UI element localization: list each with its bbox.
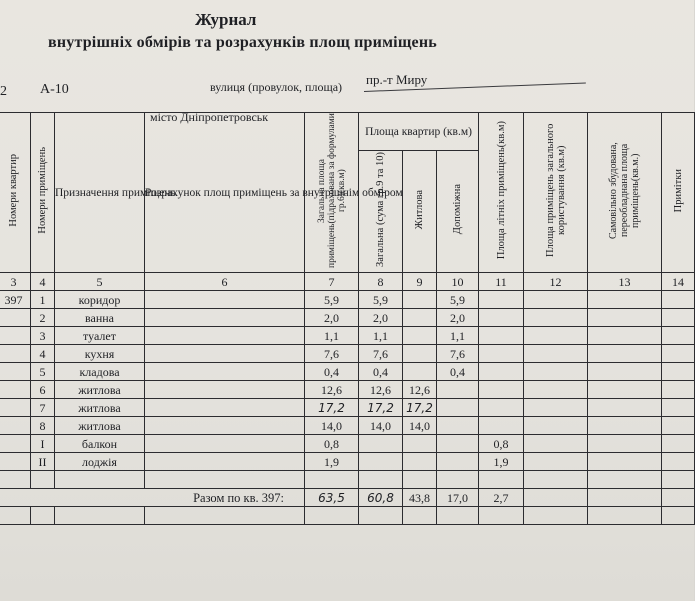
blank-row [0,507,695,525]
table-row [0,327,695,345]
room-total-area: 14,0 [305,417,359,435]
apt-number [0,381,31,399]
room-living-area: 14,0 [403,417,437,435]
col-num: 6 [145,273,305,291]
room-apt-total: 0,4 [359,363,403,381]
notes-cell [662,363,695,381]
room-apt-total: 12,6 [359,381,403,399]
col-num: 5 [55,273,145,291]
col-num: 12 [524,273,588,291]
apt-number [0,453,31,471]
col-num: 14 [662,273,695,291]
col-num: 10 [437,273,479,291]
header-room-numbers: Номери приміщень [31,113,55,273]
journal-subtitle: внутрішніх обмірів та розрахунків площ приміщень [48,34,437,51]
common-cell [524,453,588,471]
room-number: 2 [31,309,55,327]
room-apt-total: 7,6 [359,345,403,363]
common-cell [524,399,588,417]
room-living-area: 17,2 [403,399,437,417]
common-cell [524,345,588,363]
room-summer-area [479,399,524,417]
room-apt-total: 1,1 [359,327,403,345]
apt-number [0,309,31,327]
header-summer: Площа літніх приміщень(кв.м) [479,113,524,273]
street-label: вулиця (провулок, площа) [210,80,343,94]
apt-number [0,345,31,363]
room-total-area: 1,1 [305,327,359,345]
room-purpose: житлова [55,417,145,435]
notes-cell [662,417,695,435]
table-row [0,417,695,435]
table-row [0,291,695,309]
room-living-area: 12,6 [403,381,437,399]
notes-cell [662,399,695,417]
self-built-cell [588,417,662,435]
room-number: 8 [31,417,55,435]
calculation-cell [145,417,305,435]
total-row [0,489,695,507]
calculation-cell [145,345,305,363]
header-calculation: Розрахунок площ приміщень за внутрішнім обміром [145,113,305,273]
room-purpose: ванна [55,309,145,327]
room-summer-area [479,363,524,381]
calculation-cell [145,363,305,381]
notes-cell [662,291,695,309]
total-area-sum: 63,5 [305,489,359,507]
calculation-cell [145,327,305,345]
room-aux-area: 2,0 [437,309,479,327]
header-purpose: Призначення приміщень [55,113,145,273]
room-living-area [403,345,437,363]
room-summer-area [479,381,524,399]
header-self-built: Самовільно збудована, переобладнана площа приміщень(кв.м.) [588,113,662,273]
apt-number [0,327,31,345]
room-living-area [403,363,437,381]
table-row [0,309,695,327]
street-value: пр.-т Миру [366,72,428,87]
common-cell [524,435,588,453]
room-total-area: 17,2 [305,399,359,417]
room-total-area: 7,6 [305,345,359,363]
page-number: 2 [0,84,7,99]
common-cell [524,363,588,381]
room-aux-area: 5,9 [437,291,479,309]
notes-cell [662,435,695,453]
col-num: 9 [403,273,437,291]
room-aux-area: 1,1 [437,327,479,345]
room-purpose: житлова [55,399,145,417]
room-aux-area [437,399,479,417]
room-summer-area [479,291,524,309]
common-cell [524,327,588,345]
room-living-area [403,327,437,345]
city-label: місто Дніпропетровськ [150,110,269,124]
col-num: 13 [588,273,662,291]
room-purpose: туалет [55,327,145,345]
column-number-row [0,273,695,291]
room-apt-total: 17,2 [359,399,403,417]
table-row [0,435,695,453]
common-cell [524,381,588,399]
room-number: I [31,435,55,453]
common-cell [524,417,588,435]
header-notes: Примітки [662,113,695,273]
room-total-area: 1,9 [305,453,359,471]
apt-number: 397 [0,291,31,309]
self-built-cell [588,399,662,417]
col-num: 4 [31,273,55,291]
room-summer-area [479,417,524,435]
notes-cell [662,309,695,327]
apt-number [0,435,31,453]
room-apt-total [359,453,403,471]
room-aux-area: 7,6 [437,345,479,363]
room-aux-area: 0,4 [437,363,479,381]
table-row [0,399,695,417]
room-summer-area: 0,8 [479,435,524,453]
room-purpose: кладова [55,363,145,381]
room-total-area: 0,4 [305,363,359,381]
header-common: Площа приміщень загального користування (кв.м) [524,113,588,273]
room-number: 4 [31,345,55,363]
apt-number [0,363,31,381]
room-number: 5 [31,363,55,381]
calculation-cell [145,309,305,327]
apt-number [0,399,31,417]
room-summer-area [479,345,524,363]
col-num: 7 [305,273,359,291]
calculation-cell [145,291,305,309]
notes-cell [662,345,695,363]
col-num: 3 [0,273,31,291]
col-num: 11 [479,273,524,291]
self-built-cell [588,435,662,453]
room-purpose: лоджія [55,453,145,471]
total-label: Разом по кв. 397: [0,489,305,507]
self-built-cell [588,309,662,327]
measurement-table [0,112,695,525]
header-living: Житлова [403,151,437,273]
room-number: II [31,453,55,471]
room-aux-area [437,435,479,453]
room-number: 3 [31,327,55,345]
table-row [0,381,695,399]
room-number: 1 [31,291,55,309]
room-total-area: 5,9 [305,291,359,309]
room-purpose: коридор [55,291,145,309]
calculation-cell [145,399,305,417]
room-total-area: 12,6 [305,381,359,399]
table-row [0,363,695,381]
room-living-area [403,453,437,471]
header-apt-numbers: Номери квартир [0,113,31,273]
common-cell [524,309,588,327]
calculation-cell [145,435,305,453]
room-apt-total: 5,9 [359,291,403,309]
room-summer-area: 1,9 [479,453,524,471]
room-apt-total: 2,0 [359,309,403,327]
room-purpose: балкон [55,435,145,453]
calculation-cell [145,381,305,399]
common-cell [524,291,588,309]
living-sum: 43,8 [403,489,437,507]
room-apt-total: 14,0 [359,417,403,435]
notes-cell [662,381,695,399]
header-apt-total: Загальна (сума гр.9 та 10) [359,151,403,273]
room-purpose: кухня [55,345,145,363]
blank-row [0,471,695,489]
header-total-area: Загальна площа приміщень(підрахована за формулами гр.6)(кв.м) [305,113,359,273]
table-row [0,345,695,363]
room-aux-area [437,417,479,435]
room-living-area [403,291,437,309]
table-row [0,453,695,471]
room-living-area [403,435,437,453]
self-built-cell [588,363,662,381]
room-purpose: житлова [55,381,145,399]
document-code: А-10 [40,82,69,97]
room-number: 7 [31,399,55,417]
room-total-area: 2,0 [305,309,359,327]
header-apartment-area: Площа квартир (кв.м) [359,113,479,151]
room-aux-area [437,381,479,399]
room-total-area: 0,8 [305,435,359,453]
self-built-cell [588,327,662,345]
room-living-area [403,309,437,327]
self-built-cell [588,345,662,363]
journal-title: Журнал [195,10,257,29]
room-apt-total [359,435,403,453]
apt-number [0,417,31,435]
self-built-cell [588,381,662,399]
room-summer-area [479,309,524,327]
col-num: 8 [359,273,403,291]
room-aux-area [437,453,479,471]
self-built-cell [588,453,662,471]
notes-cell [662,453,695,471]
summer-sum: 2,7 [479,489,524,507]
header-auxiliary: Допоміжна [437,151,479,273]
room-number: 6 [31,381,55,399]
calculation-cell [145,453,305,471]
notes-cell [662,327,695,345]
apt-total-sum: 60,8 [359,489,403,507]
room-summer-area [479,327,524,345]
self-built-cell [588,291,662,309]
aux-sum: 17,0 [437,489,479,507]
